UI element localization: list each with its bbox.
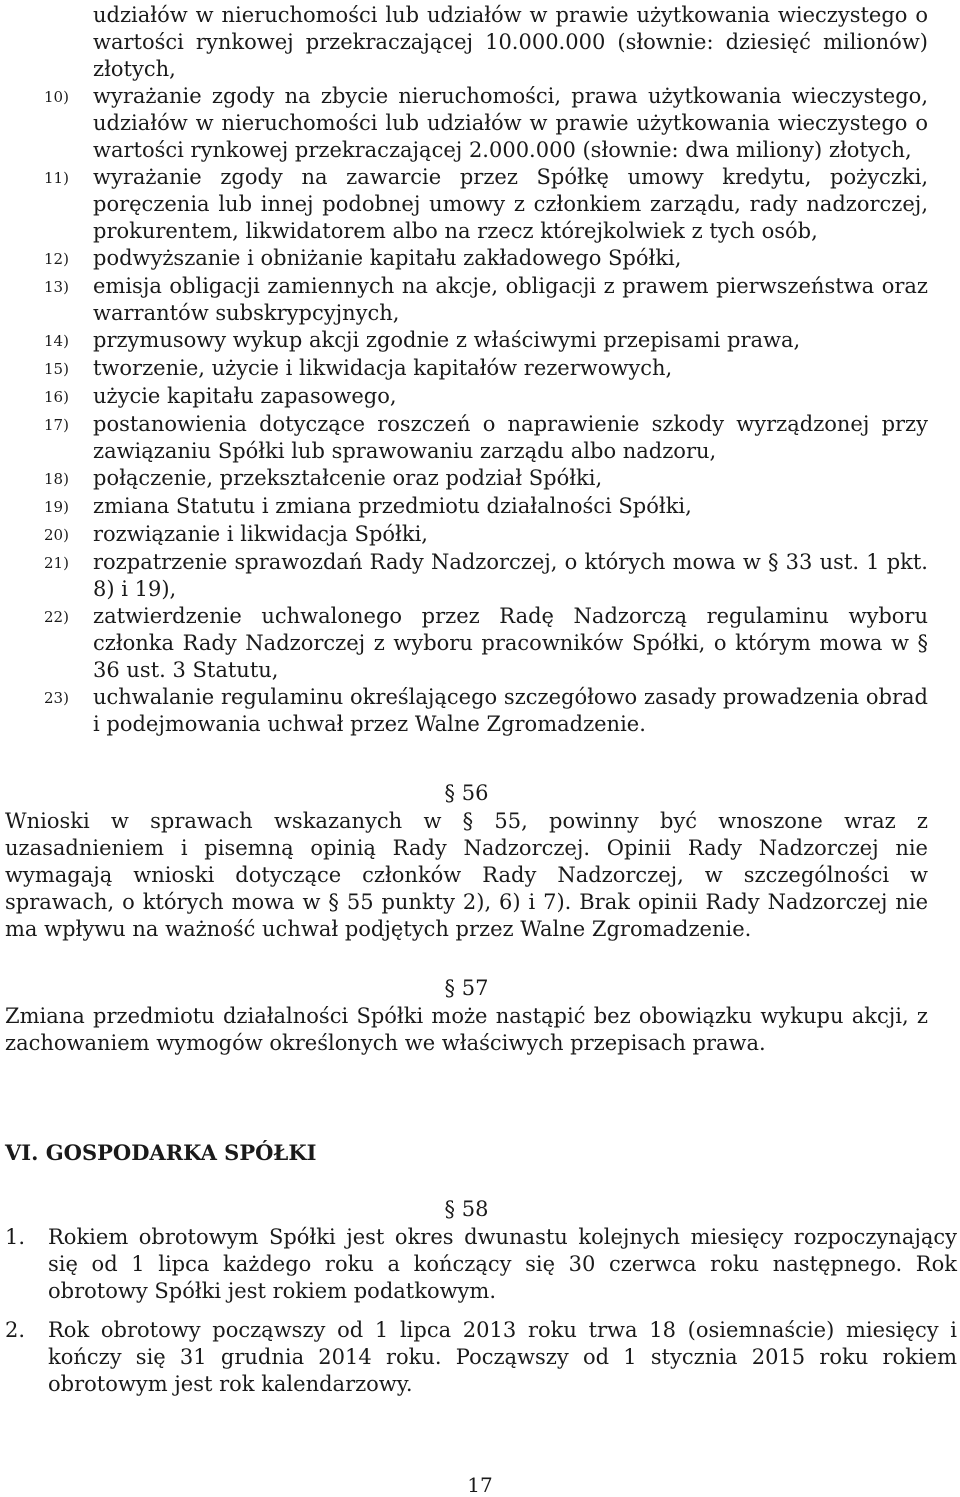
list-item	[44, 493, 928, 521]
list-item	[44, 465, 928, 493]
item-number: 15)	[44, 360, 69, 378]
item-text: rozpatrzenie sprawozdań Rady Nadzorczej, o których mowa w § 33 ust. 1 pkt. 8) i 19),	[93, 550, 928, 601]
item-text: użycie kapitału zapasowego,	[93, 384, 397, 408]
section-56-title: § 56	[444, 781, 489, 805]
page-number: 17	[467, 1473, 493, 1497]
item-text: tworzenie, użycie i likwidacja kapitałów rezerwowych,	[93, 356, 673, 380]
resolution-list	[44, 83, 928, 738]
item-number: 16)	[44, 388, 69, 406]
item-number: 1.	[5, 1225, 26, 1249]
item-number: 11)	[44, 169, 69, 187]
item-number: 20)	[44, 526, 69, 544]
item-text: postanowienia dotyczące roszczeń o naprawienie szkody wyrządzonej przy zawiązaniu Spółki lub sprawowaniu zarządu albo nadzoru,	[93, 412, 928, 463]
list-item	[44, 603, 928, 684]
list-item	[44, 383, 928, 411]
item-number: 13)	[44, 278, 69, 296]
item-text: zmiana Statutu i zmiana przedmiotu działalności Spółki,	[93, 494, 692, 518]
item-text: zatwierdzenie uchwalonego przez Radę Nadzorczą regulaminu wyboru członka Rady Nadzorczej z wyboru pracowników Spółki, o którym mowa w § 36 ust. 3 Statutu,	[93, 604, 928, 682]
item-text: emisja obligacji zamiennych na akcje, obligacji z prawem pierwszeństwa oraz warrantów subskrypcyjnych,	[93, 274, 928, 325]
item-text: Rok obrotowy począwszy od 1 lipca 2013 roku trwa 18 (osiemnaście) miesięcy i kończy się 31 grudnia 2014 roku. Począwszy od 1 stycznia 2015 roku rokiem obrotowym jest rok kalendarzowy.	[48, 1318, 957, 1396]
list-item	[44, 684, 928, 738]
list-item	[5, 1224, 957, 1305]
list-item	[44, 549, 928, 603]
list-item	[44, 245, 928, 273]
item-text: przymusowy wykup akcji zgodnie z właściwymi przepisami prawa,	[93, 328, 801, 352]
item-number: 23)	[44, 689, 69, 707]
item-number: 12)	[44, 250, 69, 268]
section-56-paragraph: Wnioski w sprawach wskazanych w § 55, powinny być wnoszone wraz z uzasadnieniem i pisemną opinią Rady Nadzorczej. Opinii Rady Nadzorczej nie wymagają wnioski dotyczące członków Rady Nadzorczej, w szczególności w sprawach, o których mowa w § 55 punkty 2), 6) i 7). Brak opinii Rady Nadzorczej nie ma wpływu na ważność uchwał podjętych przez Walne Zgromadzenie.	[5, 809, 928, 941]
item-text: rozwiązanie i likwidacja Spółki,	[93, 522, 428, 546]
item-number: 10)	[44, 88, 69, 106]
item-number: 22)	[44, 608, 69, 626]
continuation-paragraph: udziałów w nieruchomości lub udziałów w prawie użytkowania wieczystego o wartości rynkowej przekraczającej 10.000.000 (słownie: dziesięć milionów) złotych,	[93, 3, 928, 81]
list-item	[44, 273, 928, 327]
item-number: 2.	[5, 1318, 26, 1342]
item-text: podwyższanie i obniżanie kapitału zakładowego Spółki,	[93, 246, 682, 270]
item-number: 18)	[44, 470, 69, 488]
section-58-title: § 58	[444, 1197, 489, 1221]
item-text: wyrażanie zgody na zawarcie przez Spółkę umowy kredytu, pożyczki, poręczenia lub innej podobnej umowy z członkiem zarządu, rady nadzorczej, prokurentem, likwidatorem albo na rzecz którejkolwiek z tych osób,	[93, 165, 928, 243]
list-item	[44, 411, 928, 465]
list-item	[44, 327, 928, 355]
item-text: wyrażanie zgody na zbycie nieruchomości, prawa użytkowania wieczystego, udziałów w nieruchomości lub udziałów w prawie użytkowania wieczystego o wartości rynkowej przekraczającej 2.000.000 (słownie: dwa miliony) złotych,	[93, 84, 928, 162]
chapter-heading: VI. GOSPODARKA SPÓŁKI	[5, 1140, 317, 1165]
list-item	[44, 83, 928, 164]
section-57-paragraph: Zmiana przedmiotu działalności Spółki może nastąpić bez obowiązku wykupu akcji, z zachowaniem wymogów określonych we właściwych przepisach prawa.	[5, 1004, 928, 1055]
list-item	[44, 164, 928, 245]
item-number: 14)	[44, 332, 69, 350]
section-58-list	[5, 1224, 957, 1410]
item-text: uchwalanie regulaminu określającego szczegółowo zasady prowadzenia obrad i podejmowania uchwał przez Walne Zgromadzenie.	[93, 685, 928, 736]
section-57-title: § 57	[444, 976, 489, 1000]
list-item	[5, 1317, 957, 1398]
item-number: 19)	[44, 498, 69, 516]
item-text: połączenie, przekształcenie oraz podział Spółki,	[93, 466, 603, 490]
list-item	[44, 355, 928, 383]
item-text: Rokiem obrotowym Spółki jest okres dwunastu kolejnych miesięcy rozpoczynający się od 1 lipca każdego roku a kończący się 30 czerwca roku następnego. Rok obrotowy Spółki jest rokiem podatkowym.	[48, 1225, 957, 1303]
list-item	[44, 521, 928, 549]
item-number: 21)	[44, 554, 69, 572]
item-number: 17)	[44, 416, 69, 434]
